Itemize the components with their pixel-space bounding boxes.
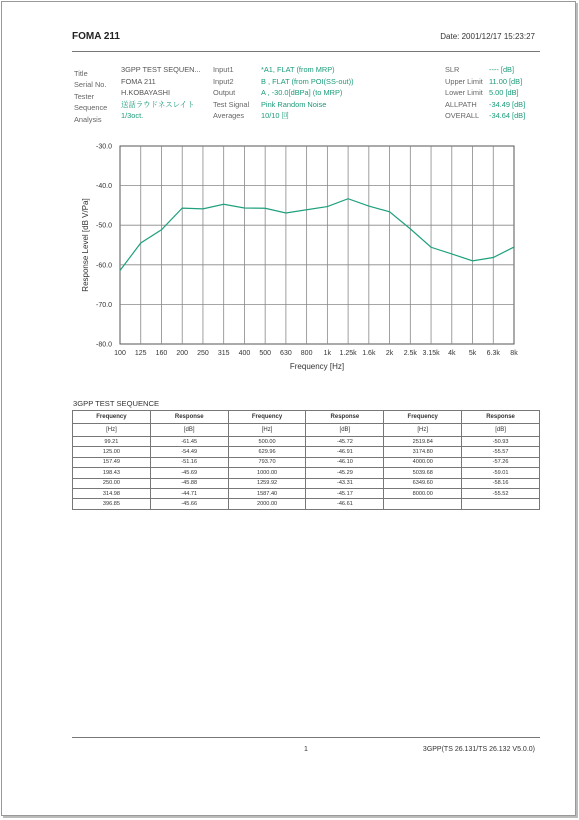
table-unit-cell: [dB] (462, 424, 540, 437)
meta-value: *A1, FLAT (from MRP) (261, 65, 335, 74)
header-divider (72, 51, 540, 52)
x-axis-label: Frequency [Hz] (289, 362, 345, 371)
y-tick-label: -70.0 (96, 301, 112, 309)
table-header-row (73, 411, 540, 424)
table-cell: -45.66 (150, 499, 228, 509)
meta-column-3 (445, 64, 525, 122)
report-page (1, 1, 576, 816)
table-cell: -59.01 (462, 468, 540, 478)
meta-label: OVERALL (445, 111, 480, 121)
x-tick-label: 125 (134, 350, 147, 357)
table-cell: 2519.84 (384, 437, 462, 447)
test-sequence-table (72, 410, 540, 510)
table-cell: -46.61 (306, 499, 384, 509)
x-tick-label: 3.15k (422, 350, 440, 357)
x-tick-label: 5k (468, 350, 477, 357)
y-tick-label: -40.0 (96, 183, 112, 191)
meta-label: Serial No. (74, 80, 107, 90)
meta-value: -34.49 [dB] (489, 99, 526, 109)
table-body (73, 437, 540, 510)
meta-row-input1 (213, 64, 354, 76)
report-date: Date: 2001/12/17 15:23:27 (440, 32, 535, 41)
table-cell: 4000.00 (384, 457, 462, 467)
x-tick-label: 400 (238, 350, 251, 357)
table-unit-cell: [dB] (306, 424, 384, 437)
table-row (73, 457, 540, 467)
meta-value: ---- [dB] (489, 65, 515, 74)
meta-row-input2 (213, 76, 354, 88)
table-header-cell: Frequency (228, 411, 306, 424)
table-cell: -45.29 (306, 468, 384, 478)
table-cell: 1587.40 (228, 488, 306, 498)
x-tick-label: 4k (448, 350, 456, 357)
y-tick-label: -50.0 (96, 222, 112, 230)
meta-row-overall (445, 110, 525, 122)
table-units-row (73, 424, 540, 437)
meta-value: FOMA 211 (121, 76, 156, 86)
page-number: 1 (304, 746, 308, 753)
meta-row-slr (445, 64, 525, 76)
table-cell: 1259.92 (228, 478, 306, 488)
x-tick-label: 100 (114, 350, 126, 357)
meta-row-sequence (74, 99, 211, 111)
table-cell: 8000.00 (384, 488, 462, 498)
x-tick-label: 160 (155, 350, 168, 357)
meta-row-allpath (445, 99, 525, 111)
meta-label: Averages (213, 111, 245, 121)
table-cell: -51.16 (150, 457, 228, 467)
meta-value: A , -30.0[dBPa] (to MRP) (261, 88, 343, 98)
table-cell: 157.49 (73, 457, 151, 467)
table-header-cell: Response (462, 411, 540, 424)
x-tick-label: 8k (510, 350, 518, 357)
x-tick-label: 1.6k (362, 350, 376, 357)
meta-value: -34.64 [dB] (489, 111, 526, 121)
table-header-cell: Response (150, 411, 228, 424)
report-title: FOMA 211 (72, 31, 120, 42)
table-row (73, 447, 540, 457)
meta-column-1 (74, 64, 211, 122)
x-tick-label: 1.25k (339, 350, 357, 357)
table-cell: 793.70 (228, 457, 306, 467)
x-tick-label: 6.3k (486, 350, 500, 357)
table-header-cell: Frequency (73, 411, 151, 424)
x-tick-label: 1k (323, 350, 332, 357)
meta-value: 10/10 回 (261, 111, 289, 121)
table-cell: -45.17 (306, 488, 384, 498)
meta-row-output (213, 87, 354, 99)
meta-value: 送話ラウドネスレイト (121, 99, 195, 109)
frequency-response-chart (72, 140, 542, 376)
table-cell: 1000.00 (228, 468, 306, 478)
table-cell: 99.21 (73, 437, 151, 447)
meta-label: Tester (74, 91, 95, 101)
x-tick-label: 2k (385, 350, 394, 357)
table-cell: 125.00 (73, 447, 151, 457)
x-tick-label: 315 (217, 350, 230, 357)
table-cell: -55.52 (462, 488, 540, 498)
meta-label: ALLPATH (445, 99, 477, 109)
meta-label: Output (213, 88, 236, 98)
meta-row-lower-limit (445, 87, 525, 99)
x-tick-label: 200 (176, 350, 189, 357)
meta-value: B , FLAT (from POI(SS-out)) (261, 76, 354, 86)
table-cell: 314.98 (73, 488, 151, 498)
table-cell: -57.26 (462, 457, 540, 467)
table-cell: -45.69 (150, 468, 228, 478)
table-cell: 500.00 (228, 437, 306, 447)
table-title: 3GPP TEST SEQUENCE (73, 399, 160, 408)
x-tick-label: 2.5k (403, 350, 417, 357)
plot-area (120, 146, 514, 344)
meta-label: SLR (445, 65, 460, 74)
meta-row-title (74, 64, 211, 76)
table-cell: 629.96 (228, 447, 306, 457)
meta-value: Pink Random Noise (261, 99, 327, 109)
meta-row-analysis (74, 110, 211, 122)
meta-column-2 (213, 64, 354, 122)
meta-value: 5.00 [dB] (489, 88, 519, 98)
table-cell: 250.00 (73, 478, 151, 488)
table-row (73, 478, 540, 488)
x-tick-label: 250 (197, 350, 209, 357)
meta-row-upper-limit (445, 76, 525, 88)
table-cell (462, 499, 540, 509)
table-cell: -43.31 (306, 478, 384, 488)
table-unit-cell: [dB] (150, 424, 228, 437)
table-cell (384, 499, 462, 509)
table-header-cell: Frequency (384, 411, 462, 424)
meta-label: Lower Limit (445, 88, 483, 98)
meta-row-tester (74, 87, 211, 99)
meta-row-averages (213, 110, 354, 122)
meta-row-test-signal (213, 99, 354, 111)
y-tick-label: -80.0 (96, 341, 112, 349)
y-tick-label: -30.0 (96, 143, 112, 151)
table-cell: -61.45 (150, 437, 228, 447)
table-cell: -46.10 (306, 457, 384, 467)
table-row (73, 488, 540, 498)
table-cell: 2000.00 (228, 499, 306, 509)
meta-value: 1/3oct. (121, 111, 144, 121)
meta-label: Title (74, 68, 88, 78)
meta-row-serial (74, 76, 211, 88)
meta-label: Analysis (74, 114, 102, 124)
meta-label: Input2 (213, 76, 234, 86)
y-tick-label: -60.0 (96, 262, 112, 270)
meta-label: Sequence (74, 103, 108, 113)
spec-reference: 3GPP(TS 26.131/TS 26.132 V5.0.0) (422, 746, 535, 753)
table-unit-cell: [Hz] (73, 424, 151, 437)
table-cell: -55.57 (462, 447, 540, 457)
table-cell: -54.49 (150, 447, 228, 457)
table-cell: -46.91 (306, 447, 384, 457)
meta-label: Input1 (213, 65, 234, 74)
table-cell: 6349.60 (384, 478, 462, 488)
table-row (73, 468, 540, 478)
table-cell: -45.88 (150, 478, 228, 488)
table-cell: 3174.80 (384, 447, 462, 457)
footer-divider (72, 737, 540, 738)
meta-value: 11.00 [dB] (489, 76, 523, 86)
x-tick-label: 800 (300, 350, 313, 357)
y-axis-label: Response Level [dB V/Pa] (81, 198, 90, 292)
table-row (73, 499, 540, 509)
meta-value: H.KOBAYASHI (121, 88, 171, 98)
table-cell: -45.72 (306, 437, 384, 447)
x-tick-label: 630 (280, 350, 292, 357)
table-cell: -58.16 (462, 478, 540, 488)
table-unit-cell: [Hz] (384, 424, 462, 437)
meta-label: Test Signal (213, 99, 250, 109)
x-tick-label: 500 (259, 350, 272, 357)
table-header-cell: Response (306, 411, 384, 424)
meta-label: Upper Limit (445, 76, 483, 86)
table-cell: 5039.68 (384, 468, 462, 478)
table-cell: -44.71 (150, 488, 228, 498)
table-cell: -50.93 (462, 437, 540, 447)
table-cell: 396.85 (73, 499, 151, 509)
meta-value: 3GPP TEST SEQUEN... (121, 65, 201, 74)
table-unit-cell: [Hz] (228, 424, 306, 437)
table-cell: 198.43 (73, 468, 151, 478)
table-row (73, 437, 540, 447)
